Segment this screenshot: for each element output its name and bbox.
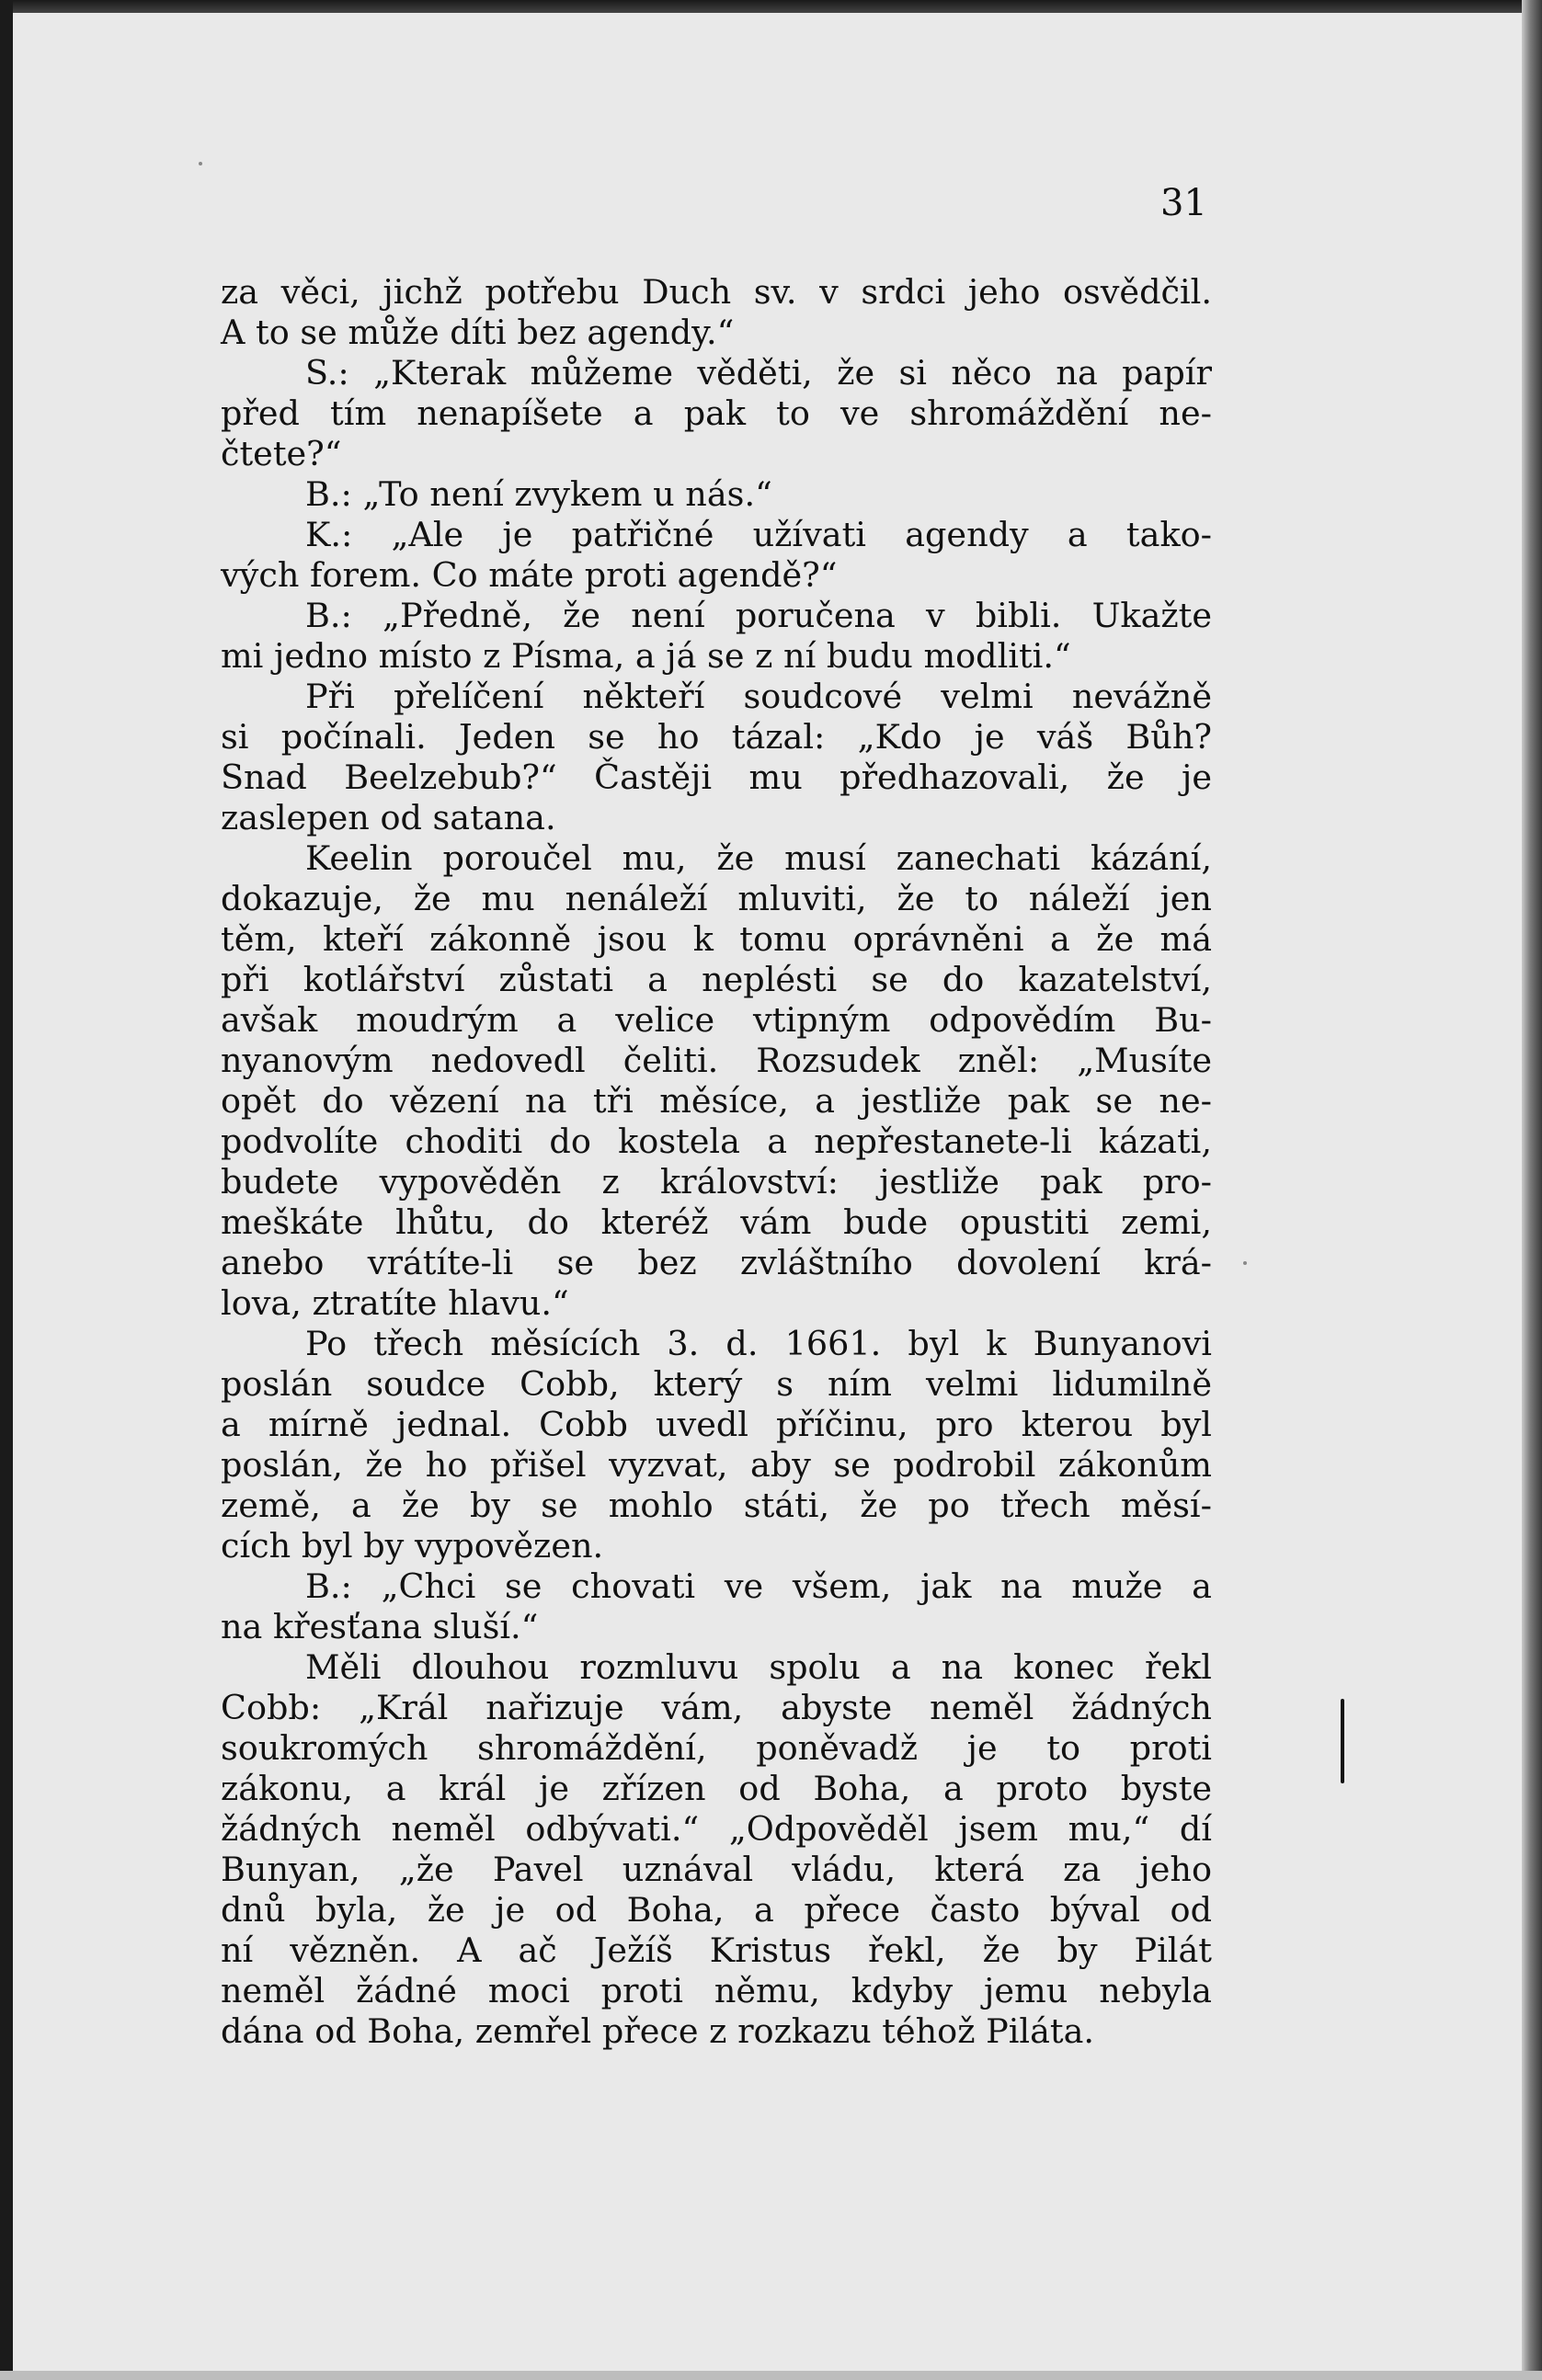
scan-border-left bbox=[0, 0, 13, 2380]
text-line: země, a že by se mohlo státi, že po třech měsí- bbox=[221, 1486, 1212, 1525]
text-line: neměl žádné moci proti němu, kdyby jemu nebyla bbox=[221, 1971, 1212, 2010]
text-line: Při přelíčení někteří soudcové velmi nevážně bbox=[305, 677, 1212, 716]
text-line: Cobb: „Král nařizuje vám, abyste neměl žádných bbox=[221, 1688, 1212, 1727]
text-line: poslán, že ho přišel vyzvat, aby se podrobil zákonům bbox=[221, 1445, 1212, 1485]
text-line: S.: „Kterak můžeme věděti, že si něco na papír bbox=[305, 353, 1212, 393]
text-line: těm, kteří zákonně jsou k tomu oprávněni a že má bbox=[221, 919, 1212, 959]
text-line: ní vězněn. A ač Ježíš Kristus řekl, že by Pilát bbox=[221, 1930, 1212, 1970]
text-line: cích byl by vypovězen. bbox=[221, 1526, 604, 1566]
text-line: zákonu, a král je zřízen od Boha, a proto byste bbox=[221, 1769, 1212, 1808]
text-line: anebo vrátíte-li se bez zvláštního dovolení krá- bbox=[221, 1243, 1212, 1282]
text-line: zaslepen od satana. bbox=[221, 798, 556, 837]
scan-speck bbox=[199, 162, 202, 165]
scan-border-top bbox=[0, 0, 1542, 13]
text-line: Měli dlouhou rozmluvu spolu a na konec řekl bbox=[305, 1647, 1212, 1687]
text-line: Snad Beelzebub?“ Častěji mu předhazovali, že je bbox=[221, 757, 1212, 797]
text-line: budete vypověděn z království: jestliže pak pro- bbox=[221, 1162, 1212, 1201]
text-line: čtete?“ bbox=[221, 434, 342, 473]
text-line: meškáte lhůtu, do kteréž vám bude opustiti zemi, bbox=[221, 1202, 1212, 1242]
text-line: dnů byla, že je od Boha, a přece často býval od bbox=[221, 1890, 1212, 1930]
text-line: podvolíte choditi do kostela a nepřestanete-li kázati, bbox=[221, 1122, 1212, 1161]
text-line: poslán soudce Cobb, který s ním velmi lidumilně bbox=[221, 1364, 1212, 1404]
text-line: dána od Boha, zemřel přece z rozkazu téhož Piláta. bbox=[221, 2011, 1095, 2051]
text-line: na křesťana sluší.“ bbox=[221, 1607, 539, 1646]
text-line: avšak moudrým a velice vtipným odpovědím Bu- bbox=[221, 1000, 1212, 1040]
text-line: opět do vězení na tři měsíce, a jestliže pak se ne- bbox=[221, 1081, 1212, 1121]
text-line: nyanovým nedovedl čeliti. Rozsudek zněl: „Musíte bbox=[221, 1041, 1212, 1080]
text-line: A to se může díti bez agendy.“ bbox=[221, 313, 735, 352]
text-line: Keelin poroučel mu, že musí zanechati kázání, bbox=[305, 838, 1212, 878]
text-line: Bunyan, „že Pavel uznával vládu, která za jeho bbox=[221, 1850, 1212, 1889]
text-line: dokazuje, že mu nenáleží mluviti, že to náleží jen bbox=[221, 879, 1212, 918]
text-line: před tím nenapíšete a pak to ve shromáždění ne- bbox=[221, 393, 1212, 433]
scan-border-bottom bbox=[0, 2371, 1542, 2380]
text-line: při kotlářství zůstati a neplésti se do kazatelství, bbox=[221, 960, 1212, 999]
text-line: lova, ztratíte hlavu.“ bbox=[221, 1283, 569, 1323]
text-line: a mírně jednal. Cobb uvedl příčinu, pro kterou byl bbox=[221, 1405, 1212, 1444]
text-line: vých forem. Co máte proti agendě?“ bbox=[221, 555, 838, 595]
text-line: B.: „Předně, že není poručena v bibli. Ukažte bbox=[305, 596, 1212, 635]
text-line: B.: „Chci se chovati ve všem, jak na muže a bbox=[305, 1566, 1212, 1606]
body-text bbox=[221, 272, 1212, 2052]
margin-mark bbox=[1341, 1699, 1344, 1783]
scan-speck bbox=[1243, 1261, 1247, 1265]
text-line: K.: „Ale je patřičné užívati agendy a tako- bbox=[305, 515, 1212, 554]
scan-border-right bbox=[1522, 0, 1542, 2380]
text-line: soukromých shromáždění, poněvadž je to proti bbox=[221, 1728, 1212, 1768]
text-line: žádných neměl odbývati.“ „Odpověděl jsem mu,“ dí bbox=[221, 1809, 1212, 1849]
text-line: mi jedno místo z Písma, a já se z ní budu modliti.“ bbox=[221, 636, 1071, 676]
text-line: si počínali. Jeden se ho tázal: „Kdo je váš Bůh? bbox=[221, 717, 1212, 757]
text-line: za věci, jichž potřebu Duch sv. v srdci jeho osvědčil. bbox=[221, 272, 1212, 312]
page-number: 31 bbox=[1160, 182, 1207, 224]
text-line: B.: „To není zvykem u nás.“ bbox=[305, 474, 772, 514]
text-line: Po třech měsících 3. d. 1661. byl k Bunyanovi bbox=[305, 1324, 1212, 1363]
